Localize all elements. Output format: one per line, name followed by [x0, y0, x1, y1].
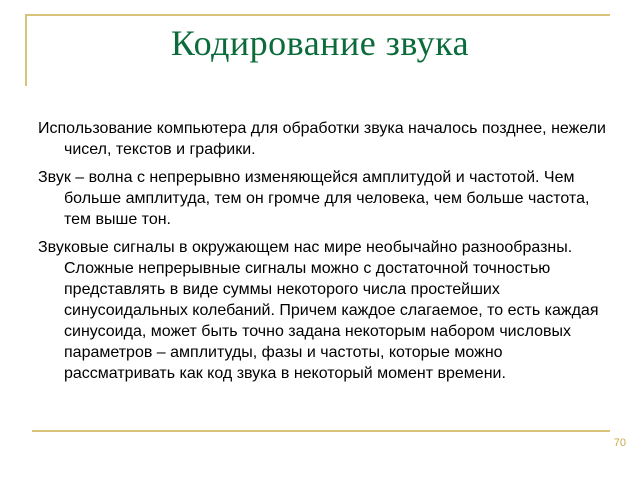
slide-body: [38, 118, 608, 391]
paragraph-1: Использование компьютера для обработки звука началось позднее, нежели чисел, текстов и графики.: [38, 120, 606, 158]
page-number: 70: [613, 437, 626, 449]
slide-title: Кодирование звука: [170, 23, 470, 63]
paragraph-2: Звук – волна с непрерывно изменяющейся амплитудой и частотой. Чем больше амплитуда, тем он громче для человека, чем больше частота, тем выше тон.: [38, 169, 590, 228]
paragraph-3: Звуковые сигналы в окружающем нас мире необычайно разнообразны. Сложные непрерывные сигналы можно с достаточной точностью представлять в виде суммы некоторого числа простейших синусоидальных колебаний. Причем каждое слагаемое, то есть каждая синусоида, может быть точно задана некоторым набором числовых параметров – амплитуды, фазы и частоты, которые можно рассматривать как код звука в некоторый момент времени.: [38, 239, 599, 382]
bottom-divider: [32, 430, 610, 432]
